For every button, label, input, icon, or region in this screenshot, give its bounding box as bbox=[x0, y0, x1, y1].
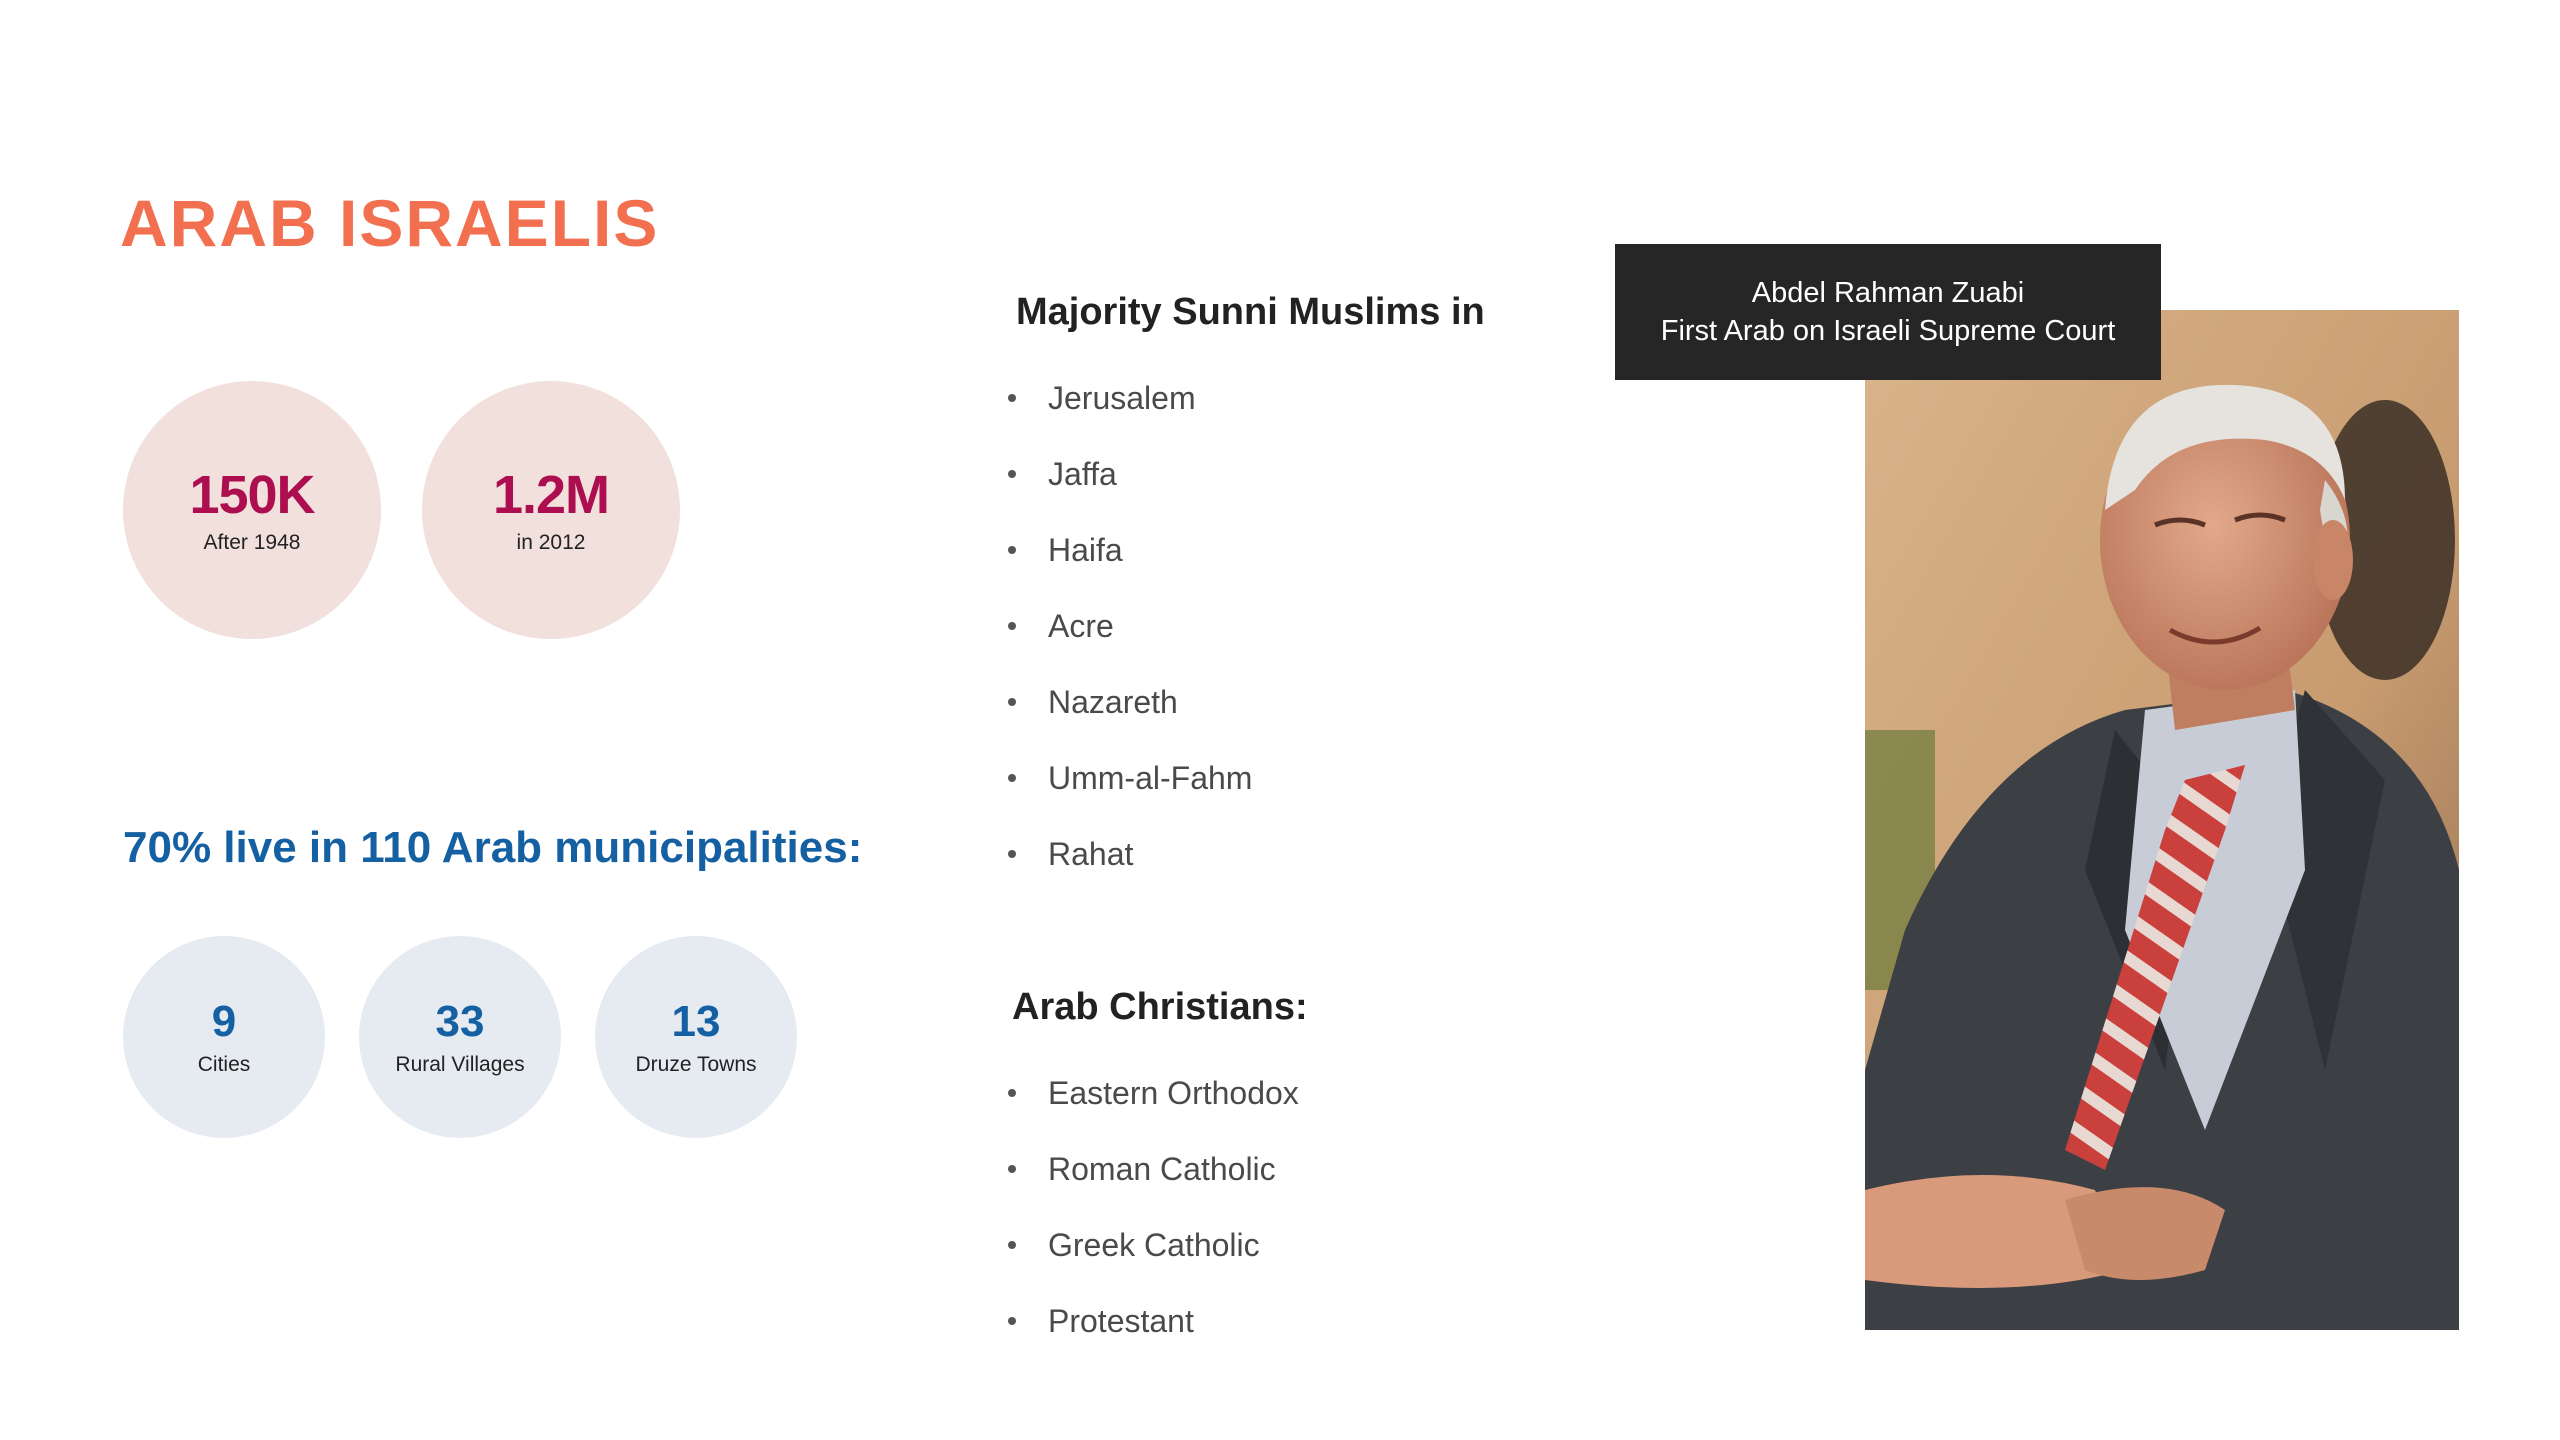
bullet-icon bbox=[1008, 774, 1016, 782]
stat-caption: in 2012 bbox=[516, 530, 586, 554]
list-item bbox=[1008, 588, 1252, 664]
photo-caption-box bbox=[1615, 244, 2161, 380]
list-item-label: Jerusalem bbox=[1048, 379, 1196, 416]
bullet-icon bbox=[1008, 1165, 1016, 1173]
list-item bbox=[1008, 512, 1252, 588]
stat-circle-rural-villages bbox=[359, 936, 561, 1138]
bullet-icon bbox=[1008, 622, 1016, 630]
list-item-label: Protestant bbox=[1048, 1302, 1194, 1339]
list-item bbox=[1008, 740, 1252, 816]
stat-value: 150K bbox=[189, 464, 315, 525]
list-item-label: Haifa bbox=[1048, 531, 1123, 568]
list-item bbox=[1008, 1055, 1299, 1131]
list-item-label: Rahat bbox=[1048, 835, 1134, 872]
bullet-icon bbox=[1008, 470, 1016, 478]
list-item-label: Greek Catholic bbox=[1048, 1226, 1260, 1263]
list-item bbox=[1008, 360, 1252, 436]
stat-circle-2012 bbox=[422, 381, 680, 639]
portrait-illustration bbox=[1865, 310, 2459, 1330]
list-item bbox=[1008, 436, 1252, 512]
list-item-label: Eastern Orthodox bbox=[1048, 1074, 1299, 1111]
stat-value: 9 bbox=[211, 996, 237, 1046]
portrait-photo bbox=[1865, 310, 2459, 1330]
stat-circle-druze-towns bbox=[595, 936, 797, 1138]
list-item-label: Jaffa bbox=[1048, 455, 1117, 492]
muslims-heading: Majority Sunni Muslims in bbox=[1016, 291, 1485, 333]
stat-value: 1.2M bbox=[492, 464, 610, 525]
list-item bbox=[1008, 1283, 1299, 1359]
stat-value: 33 bbox=[435, 996, 485, 1046]
list-item-label: Nazareth bbox=[1048, 683, 1178, 720]
list-item bbox=[1008, 664, 1252, 740]
municipalities-heading: 70% live in 110 Arab municipalities: bbox=[123, 823, 863, 872]
bullet-icon bbox=[1008, 1317, 1016, 1325]
page-title: ARAB ISRAELIS bbox=[120, 186, 660, 260]
stat-caption: Druze Towns bbox=[635, 1052, 757, 1076]
bullet-icon bbox=[1008, 1089, 1016, 1097]
photo-caption-description: First Arab on Israeli Supreme Court bbox=[1660, 315, 2116, 347]
stat-value: 13 bbox=[671, 996, 721, 1046]
bullet-icon bbox=[1008, 850, 1016, 858]
bullet-icon bbox=[1008, 394, 1016, 402]
stat-caption: Cities bbox=[197, 1052, 251, 1076]
list-item-label: Acre bbox=[1048, 607, 1114, 644]
list-item-label: Umm-al-Fahm bbox=[1048, 759, 1253, 796]
christian-denomination-list bbox=[1008, 1055, 1299, 1359]
christians-heading: Arab Christians: bbox=[1012, 986, 1308, 1028]
stat-caption: Rural Villages bbox=[395, 1052, 525, 1076]
stat-circle-cities bbox=[123, 936, 325, 1138]
muslims-city-list bbox=[1008, 360, 1252, 892]
list-item bbox=[1008, 1207, 1299, 1283]
list-item-label: Roman Catholic bbox=[1048, 1150, 1276, 1187]
list-item bbox=[1008, 1131, 1299, 1207]
photo-caption-name: Abdel Rahman Zuabi bbox=[1751, 277, 2025, 309]
list-item bbox=[1008, 816, 1252, 892]
stat-caption: After 1948 bbox=[203, 530, 301, 554]
bullet-icon bbox=[1008, 546, 1016, 554]
stat-circle-after-1948 bbox=[123, 381, 381, 639]
bullet-icon bbox=[1008, 698, 1016, 706]
bullet-icon bbox=[1008, 1241, 1016, 1249]
